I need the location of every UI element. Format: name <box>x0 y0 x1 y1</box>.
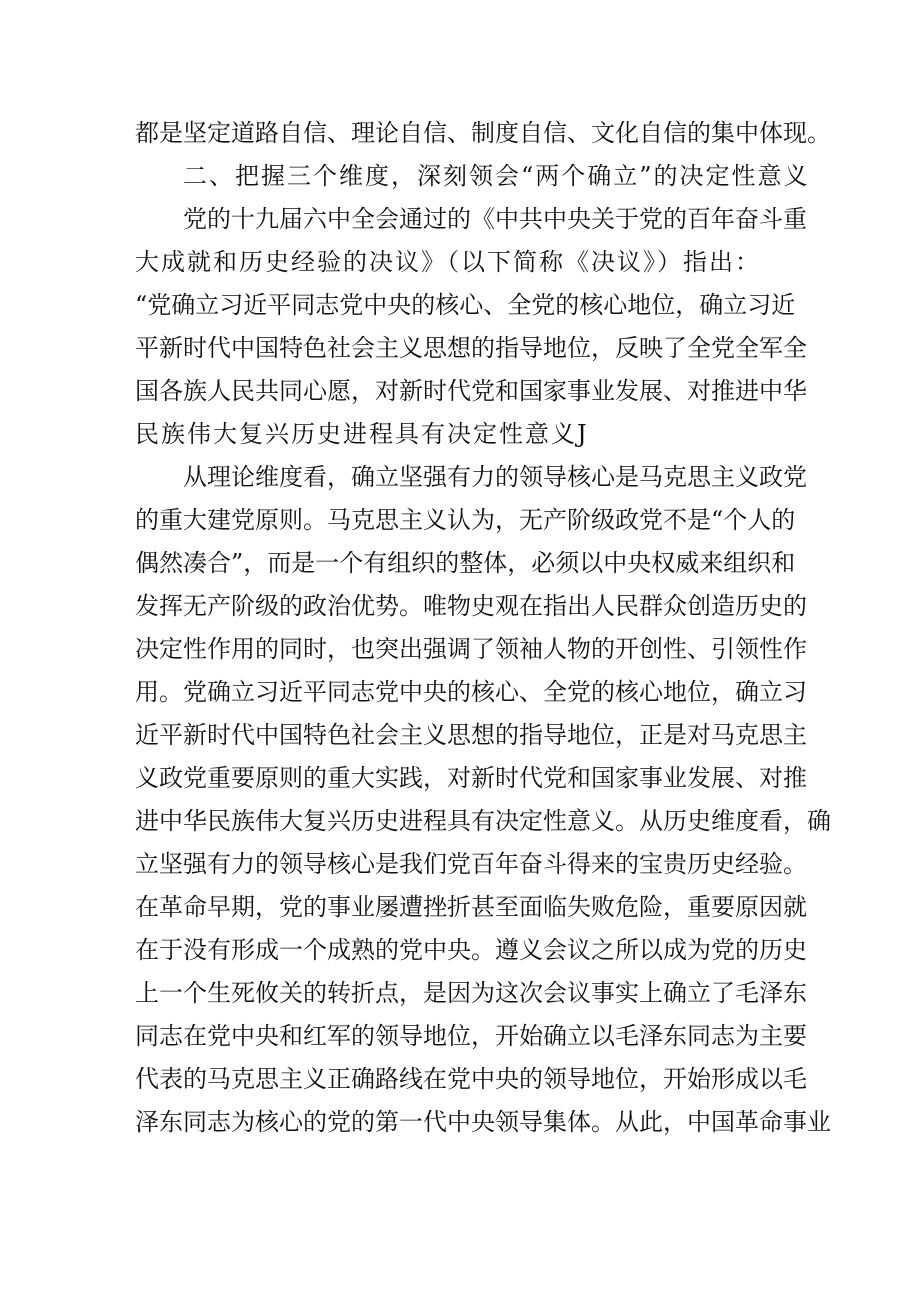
paragraph-line: 在于没有形成一个成熟的党中央。遵义会议之所以成为党的历史 <box>135 936 807 964</box>
paragraph-line: 的重大建党原则。马克思主义认为，无产阶级政党不是“个人的 <box>135 506 796 534</box>
paragraph-line: 都是坚定道路自信、理论自信、制度自信、文化自信的集中体现。 <box>135 119 831 147</box>
paragraph-line: 进中华民族伟大复兴历史进程具有决定性意义。从历史维度看，确 <box>135 807 831 835</box>
quote-line: 国各族人民共同心愿，对新时代党和国家事业发展、对推进中华 <box>135 377 807 405</box>
paragraph-line: 发挥无产阶级的政治优势。唯物史观在指出人民群众创造历史的 <box>135 592 807 620</box>
paragraph-line: 近平新时代中国特色社会主义思想的指导地位，正是对马克思主 <box>135 721 807 749</box>
paragraph-line: 从理论维度看，确立坚强有力的领导核心是马克思主义政党 <box>183 463 807 491</box>
paragraph-line: 用。党确立习近平同志党中央的核心、全党的核心地位，确立习 <box>135 678 807 706</box>
paragraph-line: 同志在党中央和红军的领导地位，开始确立以毛泽东同志为主要 <box>135 1022 807 1050</box>
quote-line: 平新时代中国特色社会主义思想的指导地位，反映了全党全军全 <box>135 334 807 362</box>
paragraph-line: 偶然凑合”，而是一个有组织的整体，必须以中央权威来组织和 <box>135 549 796 577</box>
paragraph-line: 决定性作用的同时，也突出强调了领袖人物的开创性、引领性作 <box>135 635 807 663</box>
quote-line: “党确立习近平同志党中央的核心、全党的核心地位，确立习近 <box>135 291 796 319</box>
paragraph-line: 代表的马克思主义正确路线在党中央的领导地位，开始形成以毛 <box>135 1065 807 1093</box>
paragraph-line: 上一个生死攸关的转折点，是因为这次会议事实上确立了毛泽东 <box>135 979 807 1007</box>
paragraph-line: 在革命早期，党的事业屡遭挫折甚至面临失败危险，重要原因就 <box>135 893 807 921</box>
section-heading: 二、把握三个维度，深刻领会“两个确立”的决定性意义 <box>183 162 810 190</box>
paragraph-line: 大成就和历史经验的决议》（以下简称《决议》）指出： <box>135 248 761 276</box>
paragraph-line: 泽东同志为核心的党的第一代中央领导集体。从此，中国革命事业 <box>135 1108 831 1136</box>
paragraph-line: 立坚强有力的领导核心是我们党百年奋斗得来的宝贵历史经验。 <box>135 850 807 878</box>
paragraph-line: 义政党重要原则的重大实践，对新时代党和国家事业发展、对推 <box>135 764 807 792</box>
quote-line: 民族伟大复兴历史进程具有决定性意义J <box>135 420 589 448</box>
paragraph-line: 党的十九届六中全会通过的《中共中央关于党的百年奋斗重 <box>183 205 807 233</box>
